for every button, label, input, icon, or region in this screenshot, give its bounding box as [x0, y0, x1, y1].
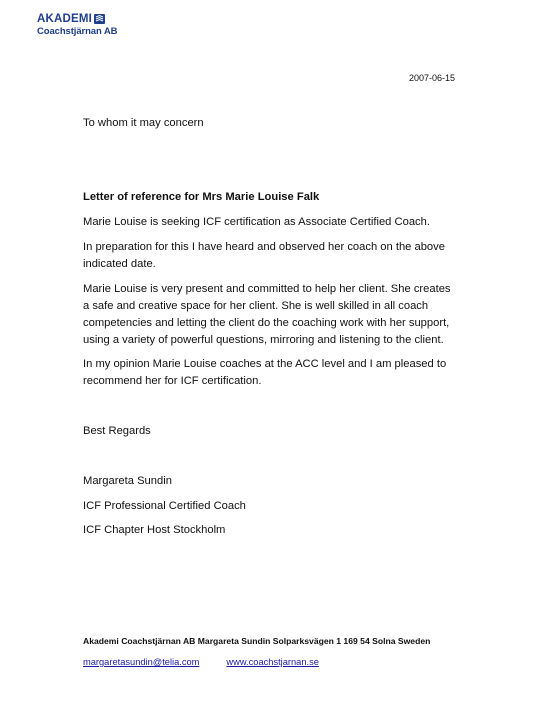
footer-address: Akademi Coachstjärnan AB Margareta Sundin Solparksvägen 1 169 54 Solna Sweden [83, 636, 431, 646]
closing: Best Regards [83, 425, 151, 437]
paragraph-4: In my opinion Marie Louise coaches at the ACC level and I am pleased to recommend her for ICF certification. [83, 358, 447, 387]
signature-role: ICF Chapter Host Stockholm [83, 524, 226, 536]
logo-text-company: Coachstjärnan AB [37, 26, 118, 37]
signature-name: Margareta Sundin [83, 475, 172, 487]
signature-title: ICF Professional Certified Coach [83, 500, 246, 512]
company-logo [37, 13, 117, 37]
paragraph-3: Marie Louise is very present and committed to help her client. She creates a safe and creative space for her client. She is well skilled in all coach competencies and letting the client do the coaching work with her support, using a variety of powerful questions, mirroring and listening to the client. [83, 283, 451, 346]
website-link[interactable]: www.coachstjarnan.se [226, 657, 319, 667]
letter-date: 2007-06-15 [408, 73, 455, 83]
letter-subject: Letter of reference for Mrs Marie Louise Falk [83, 191, 320, 203]
logo-mark-icon [94, 14, 105, 24]
paragraph-2: In preparation for this I have heard and observed her coach on the above indicated date. [83, 241, 445, 270]
paragraph-1: Marie Louise is seeking ICF certification as Associate Certified Coach. [83, 216, 430, 228]
footer-links [83, 657, 319, 667]
logo-text-akademi: AKADEMI [37, 13, 93, 25]
salutation: To whom it may concern [83, 117, 204, 129]
email-link[interactable]: margaretasundin@telia.com [83, 657, 200, 667]
